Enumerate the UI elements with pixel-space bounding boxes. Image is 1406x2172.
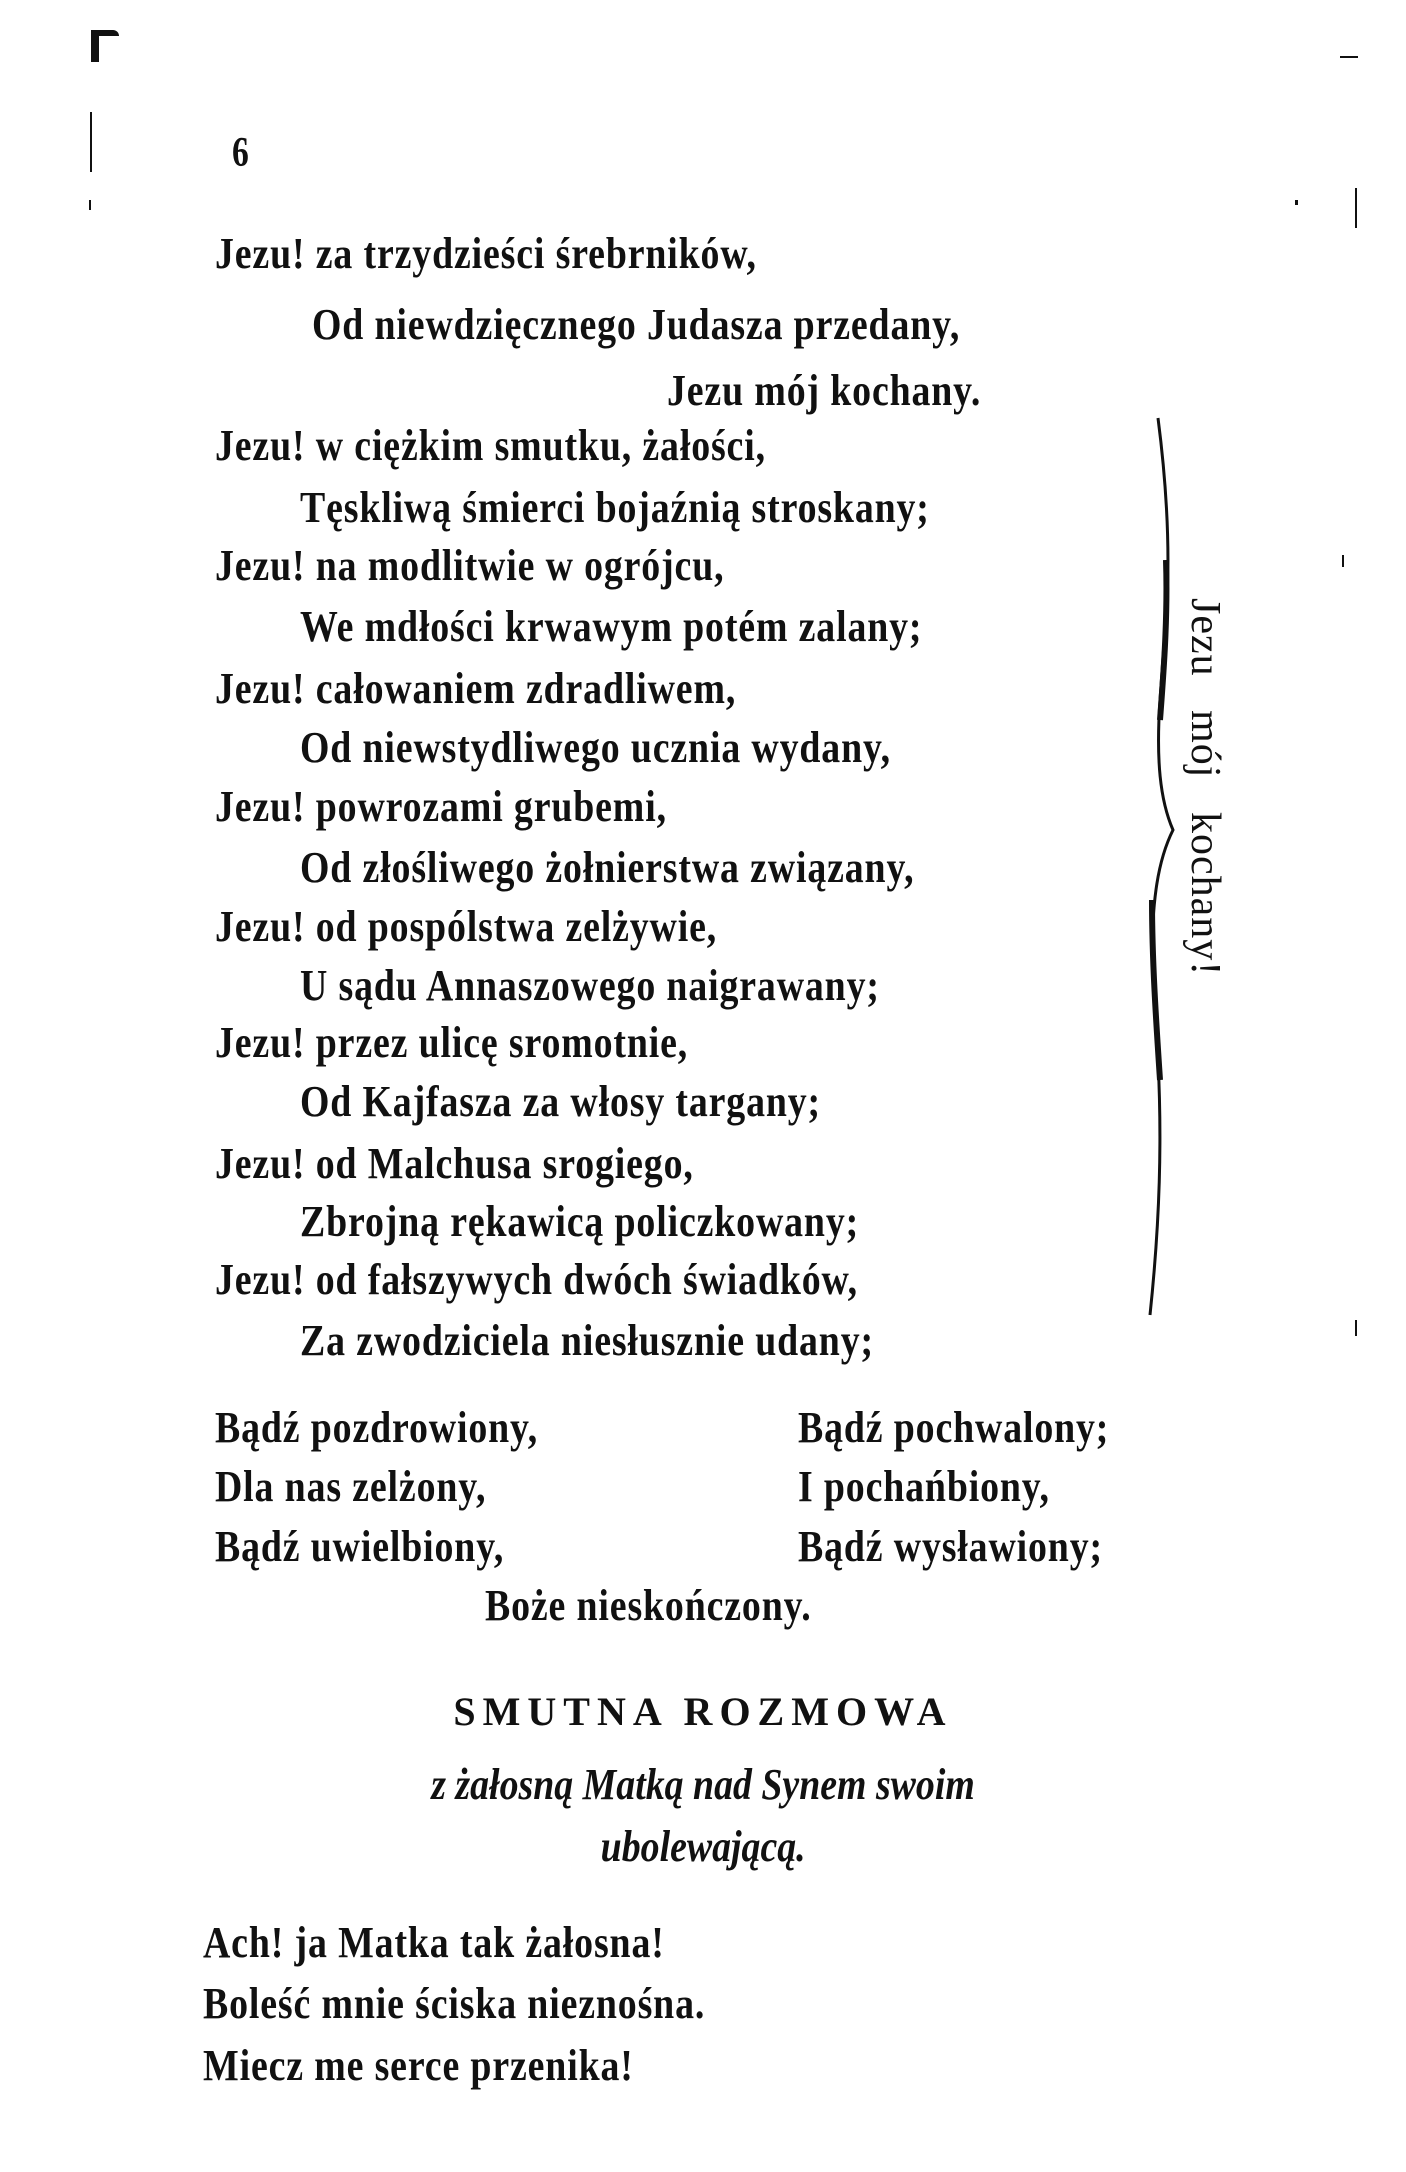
bracket-refrain-text: Jezu mój kochany! [1182, 598, 1228, 977]
litany-line: Jezu! całowaniem zdradliwem, [215, 664, 737, 713]
verse-line: Ach! ja Matka tak żałosna! [203, 1918, 665, 1967]
litany-line: Jezu! w ciężkim smutku, żałości, [215, 421, 766, 470]
litany-line: Jezu! przez ulicę sromotnie, [215, 1018, 689, 1067]
praise-left-line: Dla nas zelżony, [215, 1462, 487, 1511]
litany-line: Jezu! od pospólstwa zelżywie, [215, 902, 718, 951]
litany-line: Od Kajfasza za włosy targany; [300, 1077, 822, 1126]
praise-left-line: Bądź uwielbiony, [215, 1522, 505, 1571]
praise-right-line: Bądź pochwalony; [798, 1403, 1110, 1452]
section-subtitle-line-2 [0, 1822, 1406, 1872]
litany-line: We mdłości krwawym potém zalany; [300, 602, 923, 651]
litany-refrain-line: Jezu mój kochany. [667, 366, 982, 415]
litany-line: Od złośliwego żołnierstwa związany, [300, 843, 915, 892]
litany-line: U sądu Annaszowego naigrawany; [300, 961, 880, 1010]
praise-right-line: I pochańbiony, [798, 1462, 1050, 1511]
section-subtitle-text: ubolewającą. [600, 1822, 806, 1871]
section-title: SMUTNA ROZMOWA [453, 1689, 953, 1734]
litany-line: Tęskliwą śmierci bojaźnią stroskany; [300, 483, 930, 532]
page-number: 6 [232, 130, 249, 176]
bracket-refrain-vertical [1182, 598, 1228, 1060]
litany-line: Jezu! powrozami grubemi, [215, 782, 667, 831]
section-subtitle-line-1 [0, 1760, 1406, 1810]
verse-line: Boleść mnie ściska nieznośna. [203, 1979, 706, 2028]
litany-line: Za zwodziciela niesłusznie udany; [300, 1316, 874, 1365]
litany-line: Jezu! od Malchusa srogiego, [215, 1139, 694, 1188]
praise-closing-line: Boże nieskończony. [485, 1581, 812, 1630]
litany-line: Od niewdzięcznego Judasza przedany, [312, 300, 961, 349]
praise-right-line: Bądź wysławiony; [798, 1522, 1103, 1571]
section-subtitle-text: z żałosną Matką nad Synem swoim [431, 1760, 975, 1809]
litany-line: Jezu! od fałszywych dwóch świadków, [215, 1255, 858, 1304]
litany-line: Od niewstydliwego ucznia wydany, [300, 723, 892, 772]
litany-line: Zbrojną rękawicą policzkowany; [300, 1197, 860, 1246]
verse-line: Miecz me serce przenika! [203, 2041, 634, 2090]
litany-line: Jezu! za trzydzieści śrebrników, [215, 229, 757, 278]
praise-left-line: Bądź pozdrowiony, [215, 1403, 539, 1452]
litany-line: Jezu! na modlitwie w ogrójcu, [215, 541, 725, 590]
